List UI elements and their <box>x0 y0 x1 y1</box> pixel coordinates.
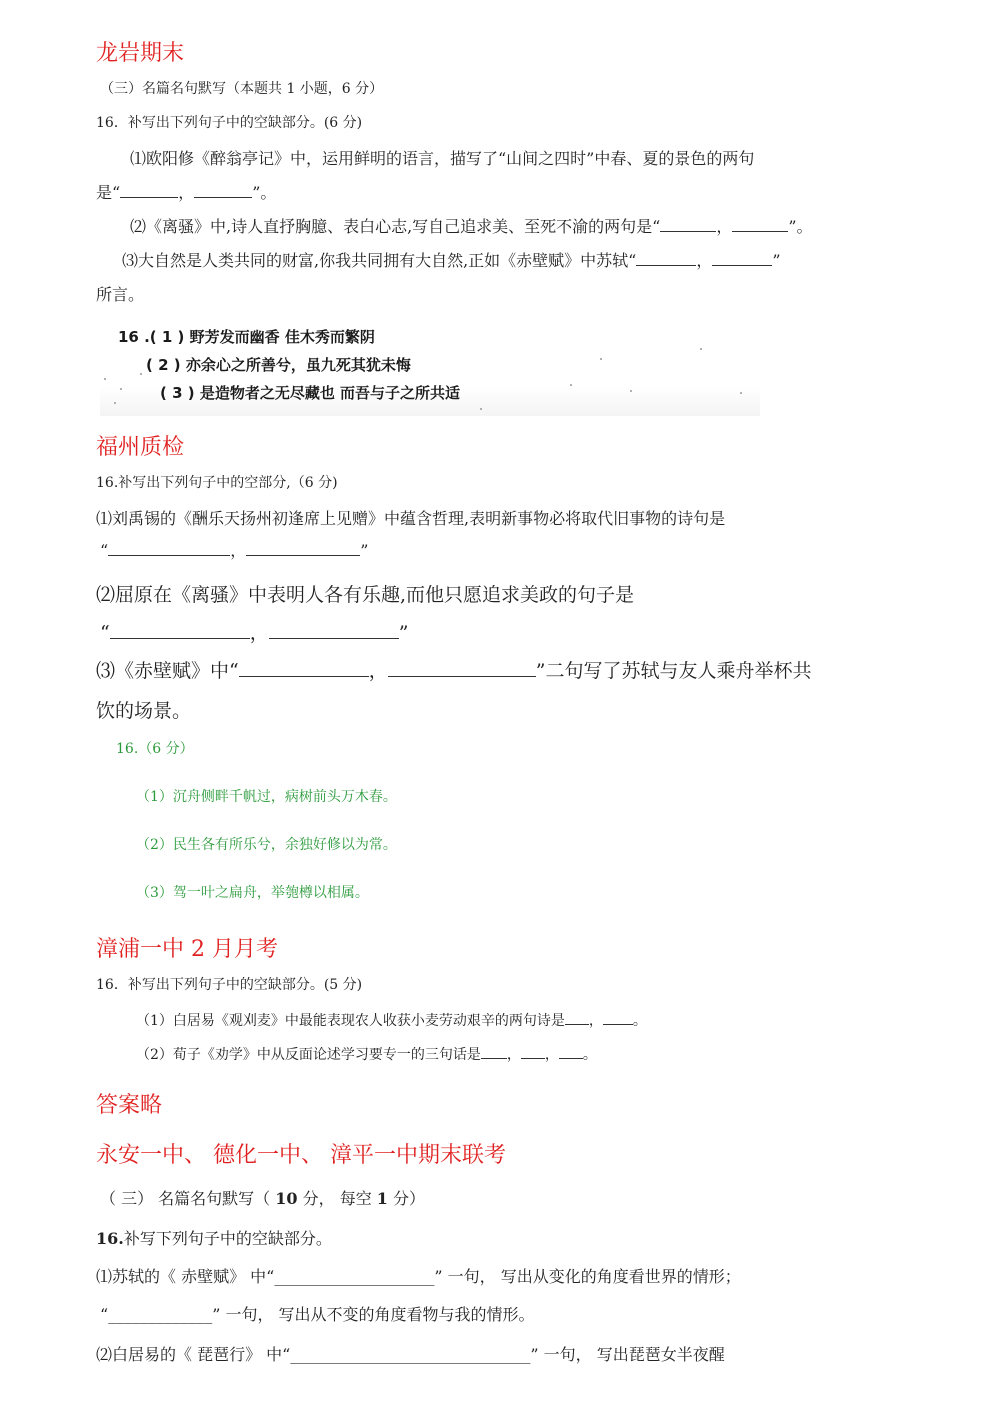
scanned-answer-2: ( 2 ) 亦余心之所善兮，虽九死其犹未悔 <box>146 356 411 374</box>
scanned-answer-3: ( 3 ) 是造物者之无尽藏也 而吾与子之所共适 <box>160 384 461 402</box>
item-2-line-2: “ ， ” <box>100 618 408 645</box>
question-16: 16.补写下列句子中的空缺部分。 <box>96 1229 332 1248</box>
answer-3: （3）驾一叶之扁舟，举匏樽以相属。 <box>136 885 369 901</box>
answer-blank[interactable] <box>636 249 696 266</box>
answer-blank[interactable] <box>246 539 360 556</box>
answer-blank[interactable] <box>120 181 178 198</box>
item-1-line-1: ⑴刘禹锡的《酬乐天扬州初逢席上见赠》中蕴含哲理,表明新事物必将取代旧事物的诗句是 <box>96 509 726 528</box>
answer-blank[interactable] <box>712 249 772 266</box>
item-2-line-1: ⑵白居易的《 琵琶行》 中“______________________________” 一句， 写出琵琶女半夜醒 <box>96 1345 725 1364</box>
section-title-joint-exam: 永安一中、 德化一中、 漳平一中期末联考 <box>96 1143 506 1168</box>
answer-blank[interactable] <box>732 215 788 232</box>
answer-blank[interactable] <box>603 1010 633 1025</box>
answer-blank[interactable] <box>194 181 252 198</box>
item-3-line-2: 饮的场景。 <box>96 700 192 722</box>
answer-blank[interactable] <box>559 1044 583 1059</box>
item-3-line-1: ⑶大自然是人类共同的财富,你我共同拥有大自然,正如《赤壁赋》中苏轼“ ， ” <box>122 251 781 270</box>
section-title-zhangpu: 漳浦一中 2 月月考 <box>96 937 278 962</box>
question-16: 16.补写出下列句子中的空部分,（6 分) <box>96 475 338 491</box>
section-heading: （ 三） 名篇名句默写（ 10 分， 每空 1 分） <box>100 1189 426 1208</box>
scanned-answer-1: 16 .( 1 ) 野芳发而幽香 佳木秀而繁阴 <box>118 328 375 346</box>
answer-blank[interactable] <box>388 657 536 677</box>
scanned-answer-image <box>100 318 760 416</box>
answer-1: （1）沉舟侧畔千帆过，病树前头万木春。 <box>136 789 397 805</box>
answer-blank[interactable] <box>269 619 399 639</box>
item-1-line-1: ⑴苏轼的《 赤壁赋》 中“____________________” 一句， 写出从变化的角度看世界的情形； <box>96 1267 741 1286</box>
item-1-line-2: “_____________” 一句， 写出从不变的角度看物与我的情形。 <box>100 1305 535 1324</box>
answer-blank[interactable] <box>521 1044 545 1059</box>
answer-blank[interactable] <box>108 539 230 556</box>
item-3-line-2: 所言。 <box>96 285 145 304</box>
answer-blank[interactable] <box>481 1044 507 1059</box>
answer-blank[interactable] <box>660 215 716 232</box>
answer-omitted: 答案略 <box>96 1093 163 1118</box>
section-title-fuzhou: 福州质检 <box>96 435 185 460</box>
answer-blank[interactable] <box>239 657 369 677</box>
item-2-line-1: ⑵屈原在《离骚》中表明人各有乐趣,而他只愿追求美政的句子是 <box>96 584 635 606</box>
answer-blank[interactable] <box>565 1010 589 1025</box>
section-title-longyan: 龙岩期末 <box>96 41 185 66</box>
answer-2: （2）民生各有所乐兮，余独好修以为常。 <box>136 837 397 853</box>
item-2: ⑵《离骚》中,诗人直抒胸臆、表白心志,写自己追求美、至死不渝的两句是“ ， ”。 <box>130 217 813 236</box>
item-2: （2）荀子《劝学》中从反面论述学习要专一的三句话是 ， ， 。 <box>136 1044 597 1064</box>
answer-blank[interactable]: ____________________ <box>274 1267 435 1286</box>
item-1-line-2: 是“ ， ”。 <box>96 183 277 202</box>
item-3-line-1: ⑶《赤壁赋》中“ ， ”二句写了苏轼与友人乘舟举杯共 <box>96 656 811 683</box>
question-16: 16．补写出下列句子中的空缺部分。(5 分) <box>96 977 363 993</box>
item-1: （1）白居易《观刈麦》中最能表现农人收获小麦劳动艰辛的两句诗是 ， 。 <box>136 1010 647 1030</box>
answer-heading: 16.（6 分） <box>116 741 194 757</box>
answer-blank[interactable]: _____________ <box>108 1305 213 1324</box>
section-heading: （三）名篇名句默写（本题共 1 小题，6 分） <box>100 81 384 97</box>
question-16: 16．补写出下列句子中的空缺部分。(6 分) <box>96 115 363 131</box>
item-1-line-1: ⑴欧阳修《醉翁亭记》中，运用鲜明的语言，描写了“山间之四时”中春、夏的景色的两句 <box>130 149 755 168</box>
answer-blank[interactable] <box>110 619 250 639</box>
answer-blank[interactable]: ______________________________ <box>290 1345 531 1364</box>
item-1-line-2: “ ， ” <box>100 541 369 560</box>
